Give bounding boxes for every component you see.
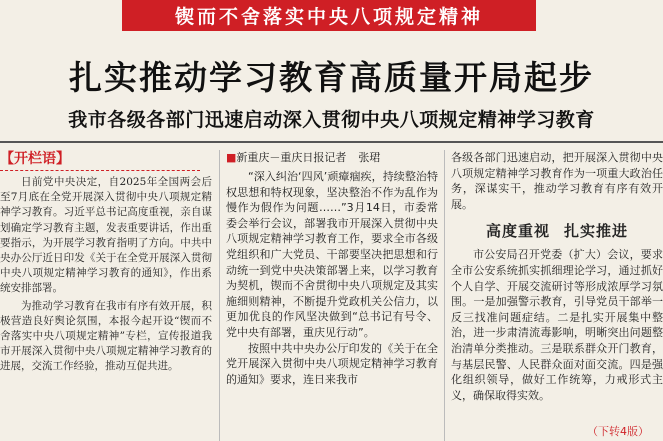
subheadline: 我市各级各部门迅速启动深入贯彻中央八项规定精神学习教育: [68, 109, 595, 131]
body-paragraph: 市公安局召开党委（扩大）会议，要求全市公安系统抓实抓细理论学习，通过抓好个人自学、开展交流研讨等形成浓厚学习氛围。一是加强警示教育，引导党员干部举一反三找准问题症结。二是扎实开展集中整治，进一步肃清流毒影响，明晰突出问题整治清单分类推动。三是联系群众开门教育，与基层民警、人民群众面对面交流。四是强化组织领导，做好工作统筹，力戒形式主义，确保取得实效。: [451, 248, 663, 402]
editorial-paragraph: 日前党中央决定，自2025年全国两会后至7月底在全党开展深入贯彻中央八项规定精神学习教育。习近平总书记高度重视，亲自谋划确定学习教育主题，发表重要讲话，作出重要指示，为开展学习教育指明了方向。中共中央办公厅近日印发《关于在全党开展深入贯彻中央八项规定精神学习教育的通知》，作出系统安排部署。: [0, 176, 212, 295]
column-tag: 【开栏语】: [0, 150, 200, 171]
column-divider: [219, 150, 220, 441]
byline-marker-icon: ■: [226, 151, 237, 164]
body-paragraph: 按照中共中央办公厅印发的《关于在全党开展深入贯彻中央八项规定精神学习教育的通知》要求，连日来我市: [226, 341, 438, 386]
section-heading-part: 高度重视: [485, 222, 550, 241]
editorial-column: [0, 150, 212, 441]
headline: 扎实推动学习教育高质量开局起步: [69, 58, 594, 97]
body-paragraph: “深入纠治‘四风’顽瘴痼疾，持续整治特权思想和特权现象，坚决整治不作为乱作为慢作为假作为问题……”3月14日，市委常委会举行会议，部署我市开展深入贯彻中央八项规定精神学习教育工作，要求全市各级党组织和广大党员、干部要坚决把思想和行动统一到党中央决策部署上来，以学习教育为契机，锲而不舍贯彻中央八项规定及其实施细则精神，不断提升党政机关公信力，以更加优良的作风坚决做到“总书记有号令、党中央有部署，重庆见行动”。: [226, 170, 438, 339]
article-column-middle: [226, 150, 438, 441]
body-paragraph: 各级各部门迅速启动，把开展深入贯彻中央八项规定精神学习教育作为一项重大政治任务，深谋实干，推动学习教育有序有效开展。: [451, 151, 663, 211]
byline: [226, 150, 438, 165]
column-banner: 锲而不舍落实中央八项规定精神: [122, 0, 536, 31]
continued-on-page-link[interactable]: （下转4版）: [587, 425, 649, 438]
editorial-paragraph: 为推动学习教育在我市有序有效开展，积极营造良好舆论氛围，本报今起开设“锲而不舍落实中央八项规定精神”专栏，宣传报道我市开展深入贯彻中央八项规定精神学习教育的进展，交流工作经验，推动互促共进。: [0, 299, 212, 373]
section-heading: [451, 220, 663, 241]
column-divider: [444, 150, 445, 441]
divider: [0, 141, 663, 143]
section-heading-part: 扎实推进: [564, 222, 629, 241]
byline-reporter: 张珺: [358, 151, 381, 164]
article-column-right: [451, 150, 663, 441]
byline-outlet: 新重庆－重庆日报记者: [236, 151, 347, 164]
